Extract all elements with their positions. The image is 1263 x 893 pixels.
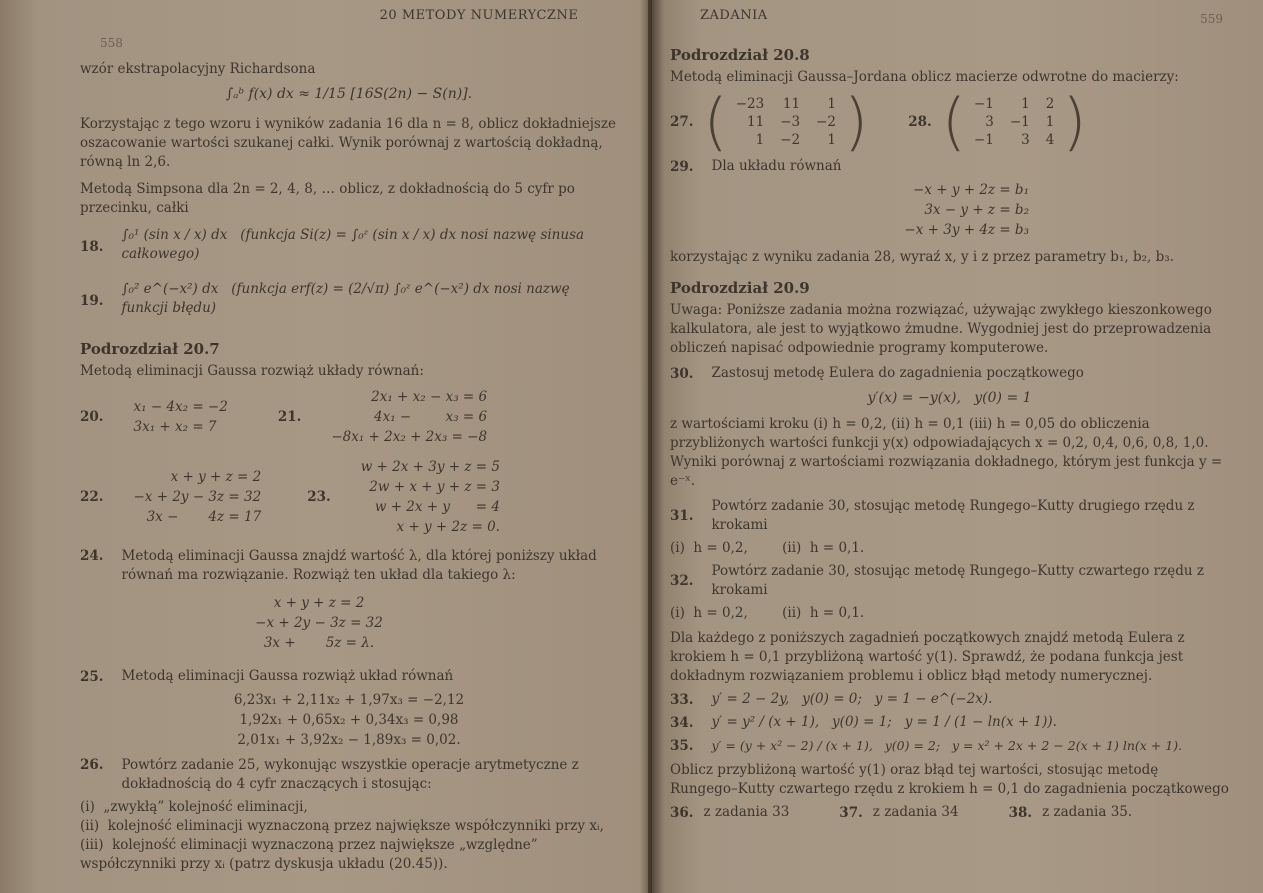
exercise-text: z zadania 34	[872, 804, 959, 820]
matrix-table	[728, 95, 844, 149]
page-number: 558	[100, 36, 123, 50]
exercise-number: 24.	[80, 548, 104, 564]
exercise-number: 32.	[670, 573, 694, 589]
exercise-34	[670, 713, 1229, 732]
exercise-number: 38.	[1008, 804, 1033, 821]
exercise-30-task: z wartościami kroku (i) h = 0,2, (ii) h = 0,1 (iii) h = 0,05 do obliczenia przybliżonych wartości funkcji y(x) odpowiadających x = 0,2, 0,4, 0,6, 0,8, 1,0. Wyniki porównaj z wartościami rozwiązania dokładnego, którym jest funkcja y = e⁻ˣ.	[670, 416, 1227, 489]
exercise-text: y′ = (y + x² − 2) / (x + 1), y(0) = 2; y = x² + 2x + 2 − 2(x + 1) ln(x + 1).	[711, 738, 1183, 753]
exercise-text: Metodą eliminacji Gaussa rozwiąż układ równań	[121, 668, 454, 684]
exercises-27-28	[670, 85, 1229, 158]
matrix-cell: −2	[780, 132, 801, 148]
exercise-text: Powtórz zadanie 25, wykonując wszystkie operacje arytmetyczne z dokładnością do 4 cyfr znaczących i stosując:	[121, 757, 584, 792]
matrix-cell: −1	[973, 132, 994, 148]
exercise-31	[670, 497, 1229, 535]
exercise-number: 31.	[670, 508, 694, 524]
left-bracket: (	[703, 85, 728, 158]
gauss-jordan-intro: Metodą eliminacji Gaussa–Jordana oblicz macierze odwrotne do macierzy:	[670, 69, 1179, 85]
exercises-20-21	[80, 387, 618, 447]
matrix-cell: 3	[985, 114, 994, 130]
exercises-36-38	[670, 803, 1229, 822]
matrix-cell: 1	[755, 132, 765, 148]
right-bracket: )	[1062, 85, 1087, 158]
exercise-35	[670, 736, 1229, 755]
section-heading: Podrozdział 20.7	[80, 340, 220, 358]
intro-text: wzór ekstrapolacyjny Richardsona	[80, 61, 316, 77]
exercise-30	[670, 364, 1229, 383]
exercise-32-steps: (i) h = 0,2, (ii) h = 0,1.	[670, 605, 865, 621]
equation-system: x₁ − 4x₂ = −2 3x₁ + x₂ = 7	[133, 399, 228, 435]
exercise-number: 19.	[80, 293, 104, 309]
left-bracket: (	[941, 85, 966, 158]
exercise-number: 26.	[80, 757, 104, 773]
exercise-number: 34.	[670, 714, 694, 731]
matrix-cell: 1	[827, 96, 837, 112]
equation-system: −x + y + 2z = b₁ 3x − y + z = b₂ −x + 3y + 4z = b₃	[904, 182, 1029, 238]
exercise-text: Zastosuj metodę Eulera do zagadnienia początkowego	[711, 365, 1084, 381]
richardson-formula: ∫ₐᵇ f(x) dx ≈ 1/15 [16S(2n) − S(n)].	[225, 86, 473, 102]
richardson-task: Korzystając z tego wzoru i wyników zadania 16 dla n = 8, oblicz dokładniejsze oszacowanie wartości szukanej całki. Wynik porównaj z wartością dokładną, równą ln 2,6.	[80, 116, 621, 170]
exercise-number: 22.	[80, 489, 104, 505]
option-i: (i) „zwykłą” kolejność eliminacji,	[80, 799, 308, 815]
right-page	[652, 0, 1263, 893]
exercise-25	[80, 667, 618, 686]
matrix-cell: 11	[782, 96, 801, 112]
exercise-19	[80, 280, 618, 322]
exercise-32	[670, 562, 1229, 600]
matrix-cell: 1	[827, 132, 837, 148]
exercise-33	[670, 690, 1229, 709]
exercise-number: 27.	[670, 114, 694, 130]
exercise-number: 37.	[839, 804, 863, 821]
matrix-27	[703, 85, 869, 158]
matrix-cell: −1	[973, 96, 994, 112]
matrix-28	[941, 85, 1087, 158]
exercise-text: y′ = y² / (x + 1), y(0) = 1; y = 1 / (1 − ln(x + 1)).	[711, 714, 1057, 730]
exercise-number: 23.	[307, 489, 331, 505]
equation-system: 2x₁ + x₂ − x₃ = 6 4x₁ − x₃ = 6 −8x₁ + 2x₂ + 2x₃ = −8	[331, 389, 488, 445]
matrix-cell: 4	[1045, 132, 1055, 148]
equation-system: x + y + z = 2 −x + 2y − 3z = 32 3x + 5z = λ.	[255, 595, 383, 651]
exercise-number: 28.	[908, 114, 932, 130]
matrix-cell: 2	[1045, 96, 1055, 112]
page-number: 559	[1200, 12, 1223, 26]
simpson-intro: Metodą Simpsona dla 2n = 2, 4, 8, … oblicz, z dokładnością do 5 cyfr po przecinku, całki	[80, 181, 580, 216]
exercise-number: 33.	[670, 691, 694, 708]
matrix-cell: 1	[1045, 114, 1055, 130]
matrix-table	[966, 95, 1062, 149]
exercise-text: ∫₀² e^(−x²) dx (funkcja erf(z) = (2/√π) ∫₀ᶻ e^(−x²) dx nosi nazwę funkcji błędu)	[121, 281, 574, 316]
option-ii: (ii) kolejność eliminacji wyznaczoną przez największe współczynniki przy xᵢ,	[80, 818, 604, 834]
section-heading: Podrozdział 20.8	[670, 46, 810, 64]
equation-system: 6,23x₁ + 2,11x₂ + 1,97x₃ = −2,12 1,92x₁ + 0,65x₂ + 0,34x₃ = 0,98 2,01x₁ + 3,92x₂ − 1,89x₃ = 0,02.	[233, 692, 465, 748]
equation-system: w + 2x + 3y + z = 5 2w + x + y + z = 3 w + 2x + y = 4 x + y + 2z = 0.	[360, 459, 500, 535]
exercises-22-23	[80, 457, 618, 537]
euler-equation: y′(x) = −y(x), y(0) = 1	[867, 390, 1032, 406]
exercise-text: Powtórz zadanie 30, stosując metodę Rungego–Kutty czwartego rzędu z krokami	[711, 563, 1209, 598]
exercise-29	[670, 157, 1229, 176]
exercise-31-steps: (i) h = 0,2, (ii) h = 0,1.	[670, 540, 865, 556]
exercise-text: y′ = 2 − 2y, y(0) = 0; y = 1 − e^(−2x).	[711, 691, 993, 707]
exercise-text: Metodą eliminacji Gaussa znajdź wartość λ, dla której poniższy układ równań ma rozwiązanie. Rozwiąż ten układ dla takiego λ:	[121, 548, 602, 583]
running-header: 20 METODY NUMERYCZNE	[379, 8, 579, 23]
option-iii: (iii) kolejność eliminacji wyznaczoną przez największe „względne” współczynniki przy xᵢ (patrz dyskusja układu (20.45)).	[80, 837, 542, 872]
matrix-cell: 11	[747, 114, 765, 130]
exercise-number: 21.	[277, 409, 302, 425]
section-heading: Podrozdział 20.9	[670, 279, 810, 297]
book-gutter	[640, 0, 664, 893]
matrix-cell: −1	[1009, 114, 1030, 130]
exercise-number: 25.	[80, 668, 104, 685]
exercise-number: 18.	[80, 239, 104, 255]
equation-system: x + y + z = 2 −x + 2y − 3z = 32 3x − 4z = 17	[133, 469, 262, 525]
matrix-cell: 1	[1021, 96, 1030, 112]
exercise-number: 30.	[670, 365, 694, 382]
exercise-number: 20.	[80, 409, 104, 425]
matrix-cell: −3	[780, 114, 801, 130]
exercise-18	[80, 226, 618, 268]
exercise-29-task: korzystając z wyniku zadania 28, wyraź x, y i z przez parametry b₁, b₂, b₃.	[670, 249, 1174, 265]
exercise-number: 36.	[670, 804, 694, 821]
exercise-text: z zadania 35.	[1042, 804, 1133, 820]
exercise-number: 35.	[670, 737, 694, 754]
exercise-24	[80, 547, 618, 589]
exercise-text: Dla układu równań	[711, 158, 842, 174]
exercise-text: z zadania 33	[703, 804, 790, 820]
matrix-cell: 3	[1021, 132, 1030, 148]
matrix-cell: −2	[816, 114, 837, 130]
exercise-26	[80, 756, 618, 794]
right-bracket: )	[844, 85, 869, 158]
exercise-text: Powtórz zadanie 30, stosując metodę Rungego–Kutty drugiego rzędu z krokami	[711, 498, 1199, 533]
matrix-cell: −23	[735, 96, 765, 112]
note-text: Uwaga: Poniższe zadania można rozwiązać, używając zwykłego kieszonkowego kalkulatora, ale jest to wyjątkowo żmudne. Wygodniej jest do przeprowadzenia obliczeń napisać odpowiednie programy komputerowe.	[670, 302, 1217, 356]
running-header: ZADANIA	[700, 8, 768, 23]
euler-intro: Dla każdego z poniższych zagadnień początkowych znajdź metodą Eulera z krokiem h = 0,1 przybliżoną wartość y(1). Sprawdź, że podana funkcja jest dokładnym rozwiązaniem problemu i oblicz błąd metody numerycznej.	[670, 630, 1189, 684]
gauss-intro: Metodą eliminacji Gaussa rozwiąż układy równań:	[80, 363, 424, 379]
runge-kutta-intro: Oblicz przybliżoną wartość y(1) oraz błąd tej wartości, stosując metodę Rungego–Kutty czwartego rzędu z krokiem h = 0,1 do zagadnienia początkowego	[670, 762, 1229, 797]
exercise-number: 29.	[670, 158, 694, 175]
exercise-text: ∫₀¹ (sin x / x) dx (funkcja Si(z) = ∫₀ᶻ (sin x / x) dx nosi nazwę sinusa całkowego)	[121, 227, 589, 262]
